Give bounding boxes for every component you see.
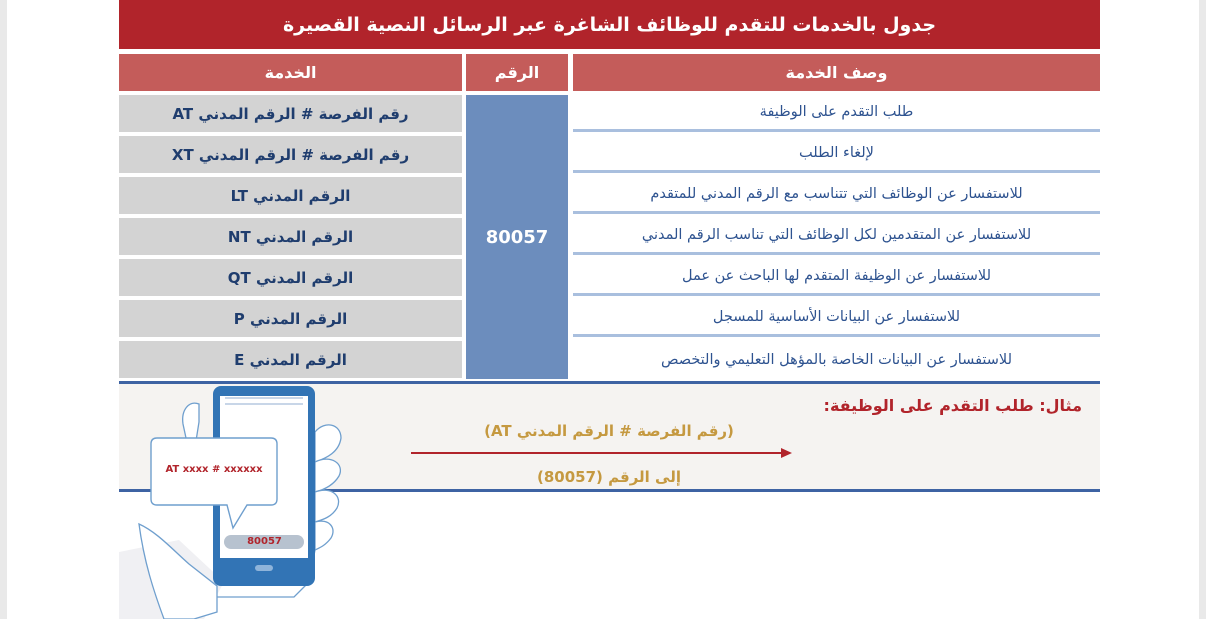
service-cell-nt: الرقم المدني NT xyxy=(119,218,462,255)
service-cell-e: الرقم المدني E xyxy=(119,341,462,378)
description-cell-cancel: لإلغاء الطلب xyxy=(573,136,1100,173)
service-cell-xt: رقم الفرصة # الرقم المدني XT xyxy=(119,136,462,173)
header-service: الخدمة xyxy=(119,54,462,91)
arrow-icon xyxy=(411,448,793,458)
description-cell-apply: طلب التقدم على الوظيفة xyxy=(573,95,1100,132)
service-cell-lt: الرقم المدني LT xyxy=(119,177,462,214)
example-message: (رقم الفرصة # الرقم المدني AT) xyxy=(484,422,734,440)
description-cell-matching-jobs: للاستفسار عن الوظائف التي تتناسب مع الرقم المدني للمتقدم xyxy=(573,177,1100,214)
description-cell-applicants: للاستفسار عن المتقدمين لكل الوظائف التي تناسب الرقم المدني xyxy=(573,218,1100,255)
number-cell: 80057 xyxy=(466,95,568,379)
example-destination: إلى الرقم (80057) xyxy=(537,468,681,486)
description-cell-applied-job: للاستفسار عن الوظيفة المتقدم لها الباحث عن عمل xyxy=(573,259,1100,296)
header-description: وصف الخدمة xyxy=(573,54,1100,91)
table-title: جدول بالخدمات للتقدم للوظائف الشاغرة عبر الرسائل النصية القصيرة xyxy=(119,0,1100,49)
phone-home-button xyxy=(255,565,273,571)
phone-number-label: 80057 xyxy=(247,536,282,547)
header-number: الرقم xyxy=(466,54,568,91)
service-cell-p: الرقم المدني P xyxy=(119,300,462,337)
description-cell-education: للاستفسار عن البيانات الخاصة بالمؤهل التعليمي والتخصص xyxy=(573,341,1100,378)
bubble-message-text: AT xxxx # xxxxxx xyxy=(165,464,263,475)
example-heading: مثال: طلب التقدم على الوظيفة: xyxy=(823,396,1082,415)
description-cell-basic-data: للاستفسار عن البيانات الأساسية للمسجل xyxy=(573,300,1100,337)
service-cell-at: رقم الفرصة # الرقم المدني AT xyxy=(119,95,462,132)
service-cell-qt: الرقم المدني QT xyxy=(119,259,462,296)
phone-illustration xyxy=(119,382,359,619)
